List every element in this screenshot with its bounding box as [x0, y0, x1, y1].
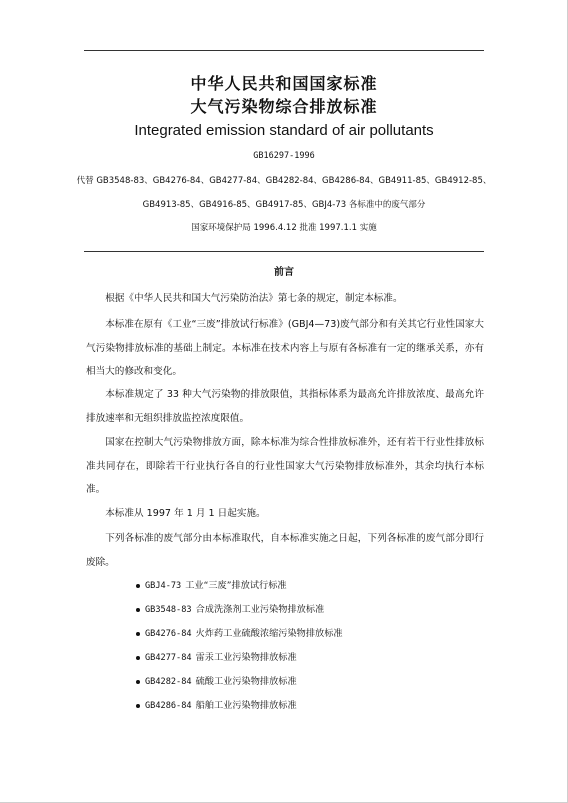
standard-code: GB16297-1996 [253, 151, 315, 161]
preface-paragraph-4: 国家在控制大气污染物排放方面，除本标准为综合性排放标准外，还有若干行业性排放标准共同存在，即除若干行业执行各自的行业性国家大气污染物排放标准外，其余均执行本标准。 [86, 437, 484, 495]
title-chinese-line2: 大气污染物综合排放标准 [190, 97, 378, 116]
preface-paragraph-6: 下列各标准的废气部分由本标准取代，自本标准实施之日起，下列各标准的废气部分即行废除。 [86, 533, 484, 568]
approval-info: 国家环境保护局 1996.4.12 批准 1997.1.1 实施 [191, 223, 377, 233]
preface-paragraph-5: 本标准从 1997 年 1 月 1 日起实施。 [105, 508, 266, 519]
standard-item-code: GB3548-83 [145, 605, 192, 615]
preface-paragraph-3: 本标准规定了 33 种大气污染物的排放限值，其指标体系为最高允许排放浓度、最高允许排放速率和无组织排放监控浓度限值。 [86, 389, 484, 424]
standard-item-code: GB4286-84 [145, 701, 192, 711]
standard-item-code: GB4277-84 [145, 653, 192, 663]
bullet-dot-icon [136, 656, 140, 660]
bullet-dot-icon [136, 608, 140, 612]
standard-item-name: 雷汞工业污染物排放标准 [195, 652, 297, 663]
bullet-dot-icon [136, 584, 140, 588]
standard-item-name: 合成洗涤剂工业污染物排放标准 [195, 604, 325, 615]
list-item [136, 574, 476, 598]
preface-paragraph-2: 本标准在原有《工业“三废”排放试行标准》(GBJ4—73)废气部分和有关其它行业性国家大气污染物排放标准的基础上制定。本标准在技术内容上与原有各标准有一定的继承关系，亦有相当大的修改和变化。 [86, 319, 484, 377]
bullet-dot-icon [136, 632, 140, 636]
standard-item-name: 工业“三废”排放试行标准 [185, 580, 287, 591]
standard-item-name: 船舶工业污染物排放标准 [195, 700, 297, 711]
title-english: Integrated emission standard of air pollutants [134, 122, 434, 139]
bullet-dot-icon [136, 680, 140, 684]
list-item [136, 598, 476, 622]
preface-heading: 前言 [274, 267, 294, 278]
section-rule [84, 251, 484, 252]
preface-paragraph-1: 根据《中华人民共和国大气污染防治法》第七条的规定，制定本标准。 [105, 293, 403, 304]
list-item [136, 694, 476, 718]
replaces-line-1: 代替 GB3548-83、GB4276-84、GB4277-84、GB4282-84、GB4286-84、GB4911-85、GB4912-85、 [76, 176, 492, 186]
title-chinese-line1: 中华人民共和国国家标准 [190, 74, 378, 93]
replaces-line-2: GB4913-85、GB4916-85、GB4917-85、GBJ4-73 各标准中的废气部分 [142, 200, 426, 210]
list-item [136, 670, 476, 694]
standard-item-code: GB4276-84 [145, 629, 192, 639]
standard-item-name: 硫酸工业污染物排放标准 [195, 676, 297, 687]
standard-item-code: GBJ4-73 [145, 581, 182, 591]
replaced-standards-list [136, 574, 476, 718]
top-rule [84, 50, 484, 51]
bullet-dot-icon [136, 704, 140, 708]
standard-item-code: GB4282-84 [145, 677, 192, 687]
standard-item-name: 火炸药工业硫酸浓缩污染物排放标准 [195, 628, 343, 639]
list-item [136, 646, 476, 670]
list-item [136, 622, 476, 646]
